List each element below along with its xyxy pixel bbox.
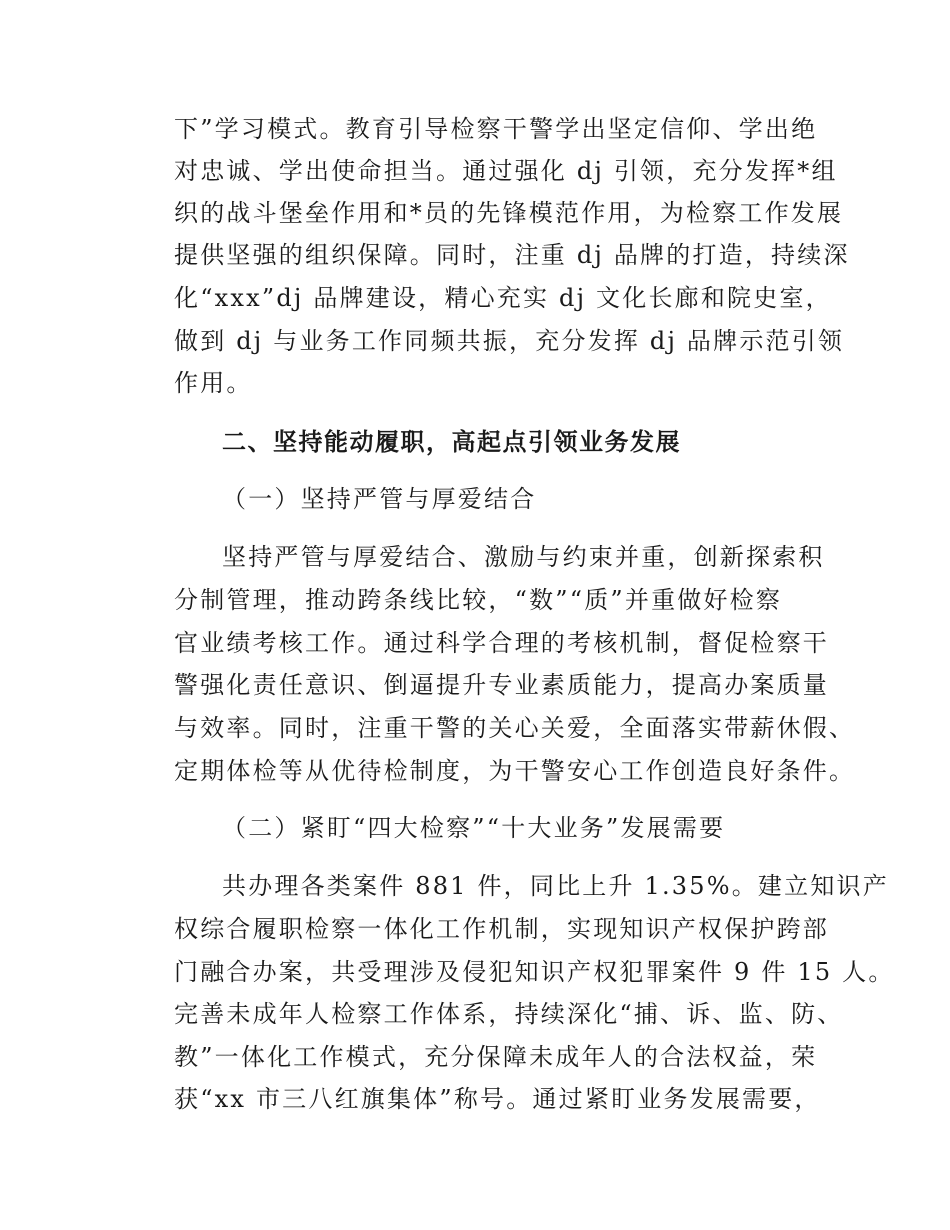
paragraph-2-line-2: 分制管理，推动跨条线比较，“数”“质”并重做好检察 [174, 586, 783, 614]
subheading-2: （二）紧盯“四大检察”“十大业务”发展需要 [222, 814, 726, 842]
paragraph-1-line-6: 做到 dj 与业务工作同频共振，充分发挥 dj 品牌示范引领 [174, 327, 845, 355]
paragraph-3-line-6: 获“xx 市三八红旗集体”称号。通过紧盯业务发展需要， [174, 1085, 821, 1113]
paragraph-3-line-5: 教”一体化工作模式，充分保障未成年人的合法权益，荣 [174, 1043, 818, 1071]
paragraph-2-line-6: 定期体检等从优待检制度，为干警安心工作创造良好条件。 [174, 757, 856, 785]
paragraph-1-line-5: 化“xxx”dj 品牌建设，精心充实 dj 文化长廊和院史室， [174, 284, 832, 312]
paragraph-3-line-2: 权综合履职检察一体化工作机制，实现知识产权保护跨部 [174, 915, 829, 943]
subheading-1: （一）坚持严管与厚爱结合 [222, 485, 537, 513]
paragraph-2-line-4: 警强化责任意识、倒逼提升专业素质能力，提高办案质量 [174, 671, 829, 699]
paragraph-3-line-1: 共办理各类案件 881 件，同比上升 1.35%。建立知识产 [222, 872, 889, 900]
paragraph-1-line-3: 织的战斗堡垒作用和*员的先锋模范作用，为检察工作发展 [174, 199, 844, 227]
paragraph-3-line-3: 门融合办案，共受理涉及侵犯知识产权犯罪案件 9 件 15 人。 [174, 958, 895, 986]
paragraph-3-line-4: 完善未成年人检察工作体系，持续深化“捕、诉、监、防、 [174, 1000, 844, 1028]
section-heading: 二、坚持能动履职，高起点引领业务发展 [222, 428, 681, 456]
paragraph-1-line-1: 下”学习模式。教育引导检察干警学出坚定信仰、学出绝 [174, 115, 818, 143]
paragraph-2-line-3: 官业绩考核工作。通过科学合理的考核机制，督促检察干 [174, 629, 829, 657]
paragraph-1-line-7: 作用。 [174, 369, 253, 397]
paragraph-1-line-4: 提供坚强的组织保障。同时，注重 dj 品牌的打造，持续深 [174, 241, 850, 269]
paragraph-2-line-5: 与效率。同时，注重干警的关心关爱，全面落实带薪休假、 [174, 714, 856, 742]
paragraph-1-line-2: 对忠诚、学出使命担当。通过强化 dj 引领，充分发挥*组 [174, 157, 838, 185]
paragraph-2-line-1: 坚持严管与厚爱结合、激励与约束并重，创新探索积 [222, 543, 825, 571]
